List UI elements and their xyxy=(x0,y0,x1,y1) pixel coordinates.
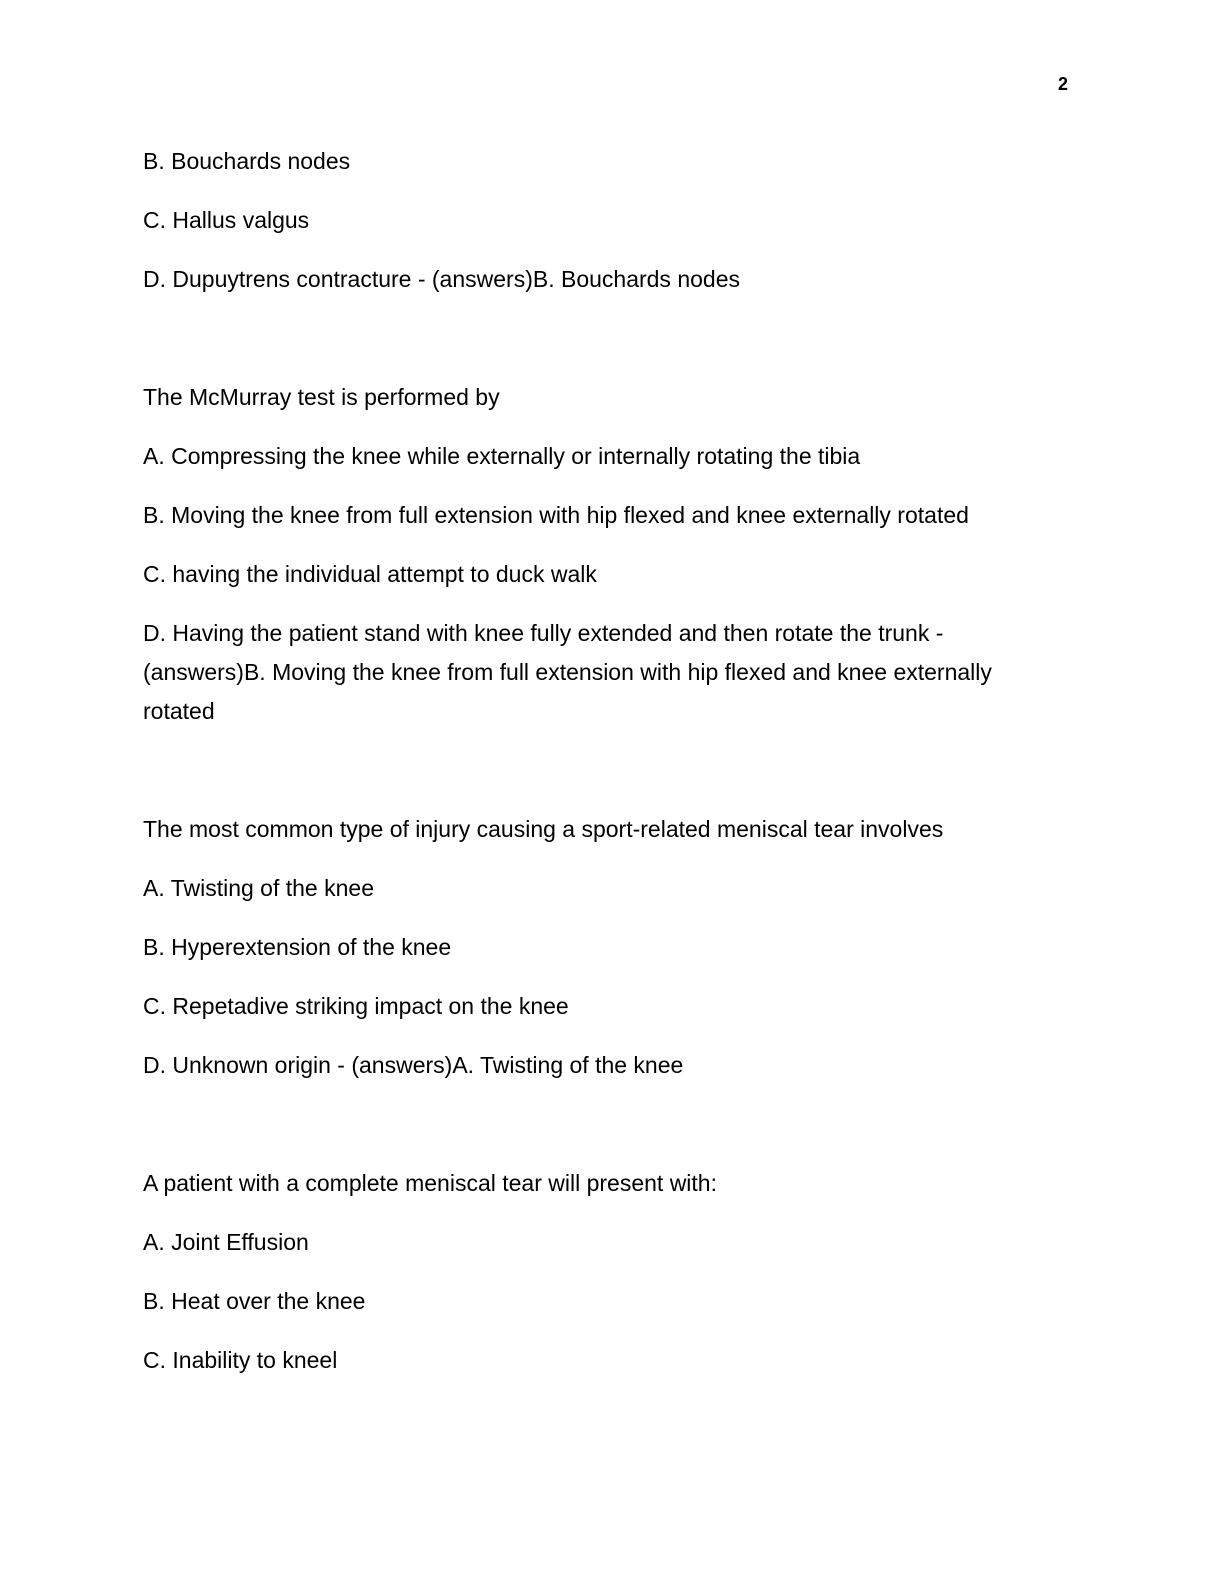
question-block xyxy=(143,810,1053,1085)
block-spacer xyxy=(143,319,1053,378)
question-block xyxy=(143,378,1053,731)
answer-option: A. Compressing the knee while externally or internally rotating the tibia xyxy=(143,443,861,469)
block-spacer xyxy=(143,751,1053,810)
question-text: A patient with a complete meniscal tear will present with: xyxy=(143,1170,717,1196)
block-spacer xyxy=(143,1105,1053,1164)
answer-option: C. Repetadive striking impact on the knee xyxy=(143,993,569,1019)
answer-option: B. Bouchards nodes xyxy=(143,148,351,174)
document-body xyxy=(143,142,1053,1400)
question-block xyxy=(143,142,1053,299)
answer-option: B. Moving the knee from full extension with hip flexed and knee externally rotated xyxy=(143,502,969,528)
question-text: The McMurray test is performed by xyxy=(143,384,500,410)
answer-option: B. Heat over the knee xyxy=(143,1288,366,1314)
question-block xyxy=(143,1164,1053,1380)
answer-option-with-key: D. Dupuytrens contracture - (answers)B. Bouchards nodes xyxy=(143,266,740,292)
answer-option: B. Hyperextension of the knee xyxy=(143,934,452,960)
answer-option-with-key: D. Unknown origin - (answers)A. Twisting of the knee xyxy=(143,1052,684,1078)
answer-option-with-key: D. Having the patient stand with knee fully extended and then rotate the trunk - (answers)B. Moving the knee from full extension with hip flexed and knee externally rotated xyxy=(143,620,992,724)
answer-option: A. Twisting of the knee xyxy=(143,875,374,901)
question-text: The most common type of injury causing a sport-related meniscal tear involves xyxy=(143,816,944,842)
page-number: 2 xyxy=(1058,74,1069,94)
answer-option: C. having the individual attempt to duck walk xyxy=(143,561,597,587)
answer-option: C. Inability to kneel xyxy=(143,1347,338,1373)
answer-option: A. Joint Effusion xyxy=(143,1229,309,1255)
answer-option: C. Hallus valgus xyxy=(143,207,310,233)
